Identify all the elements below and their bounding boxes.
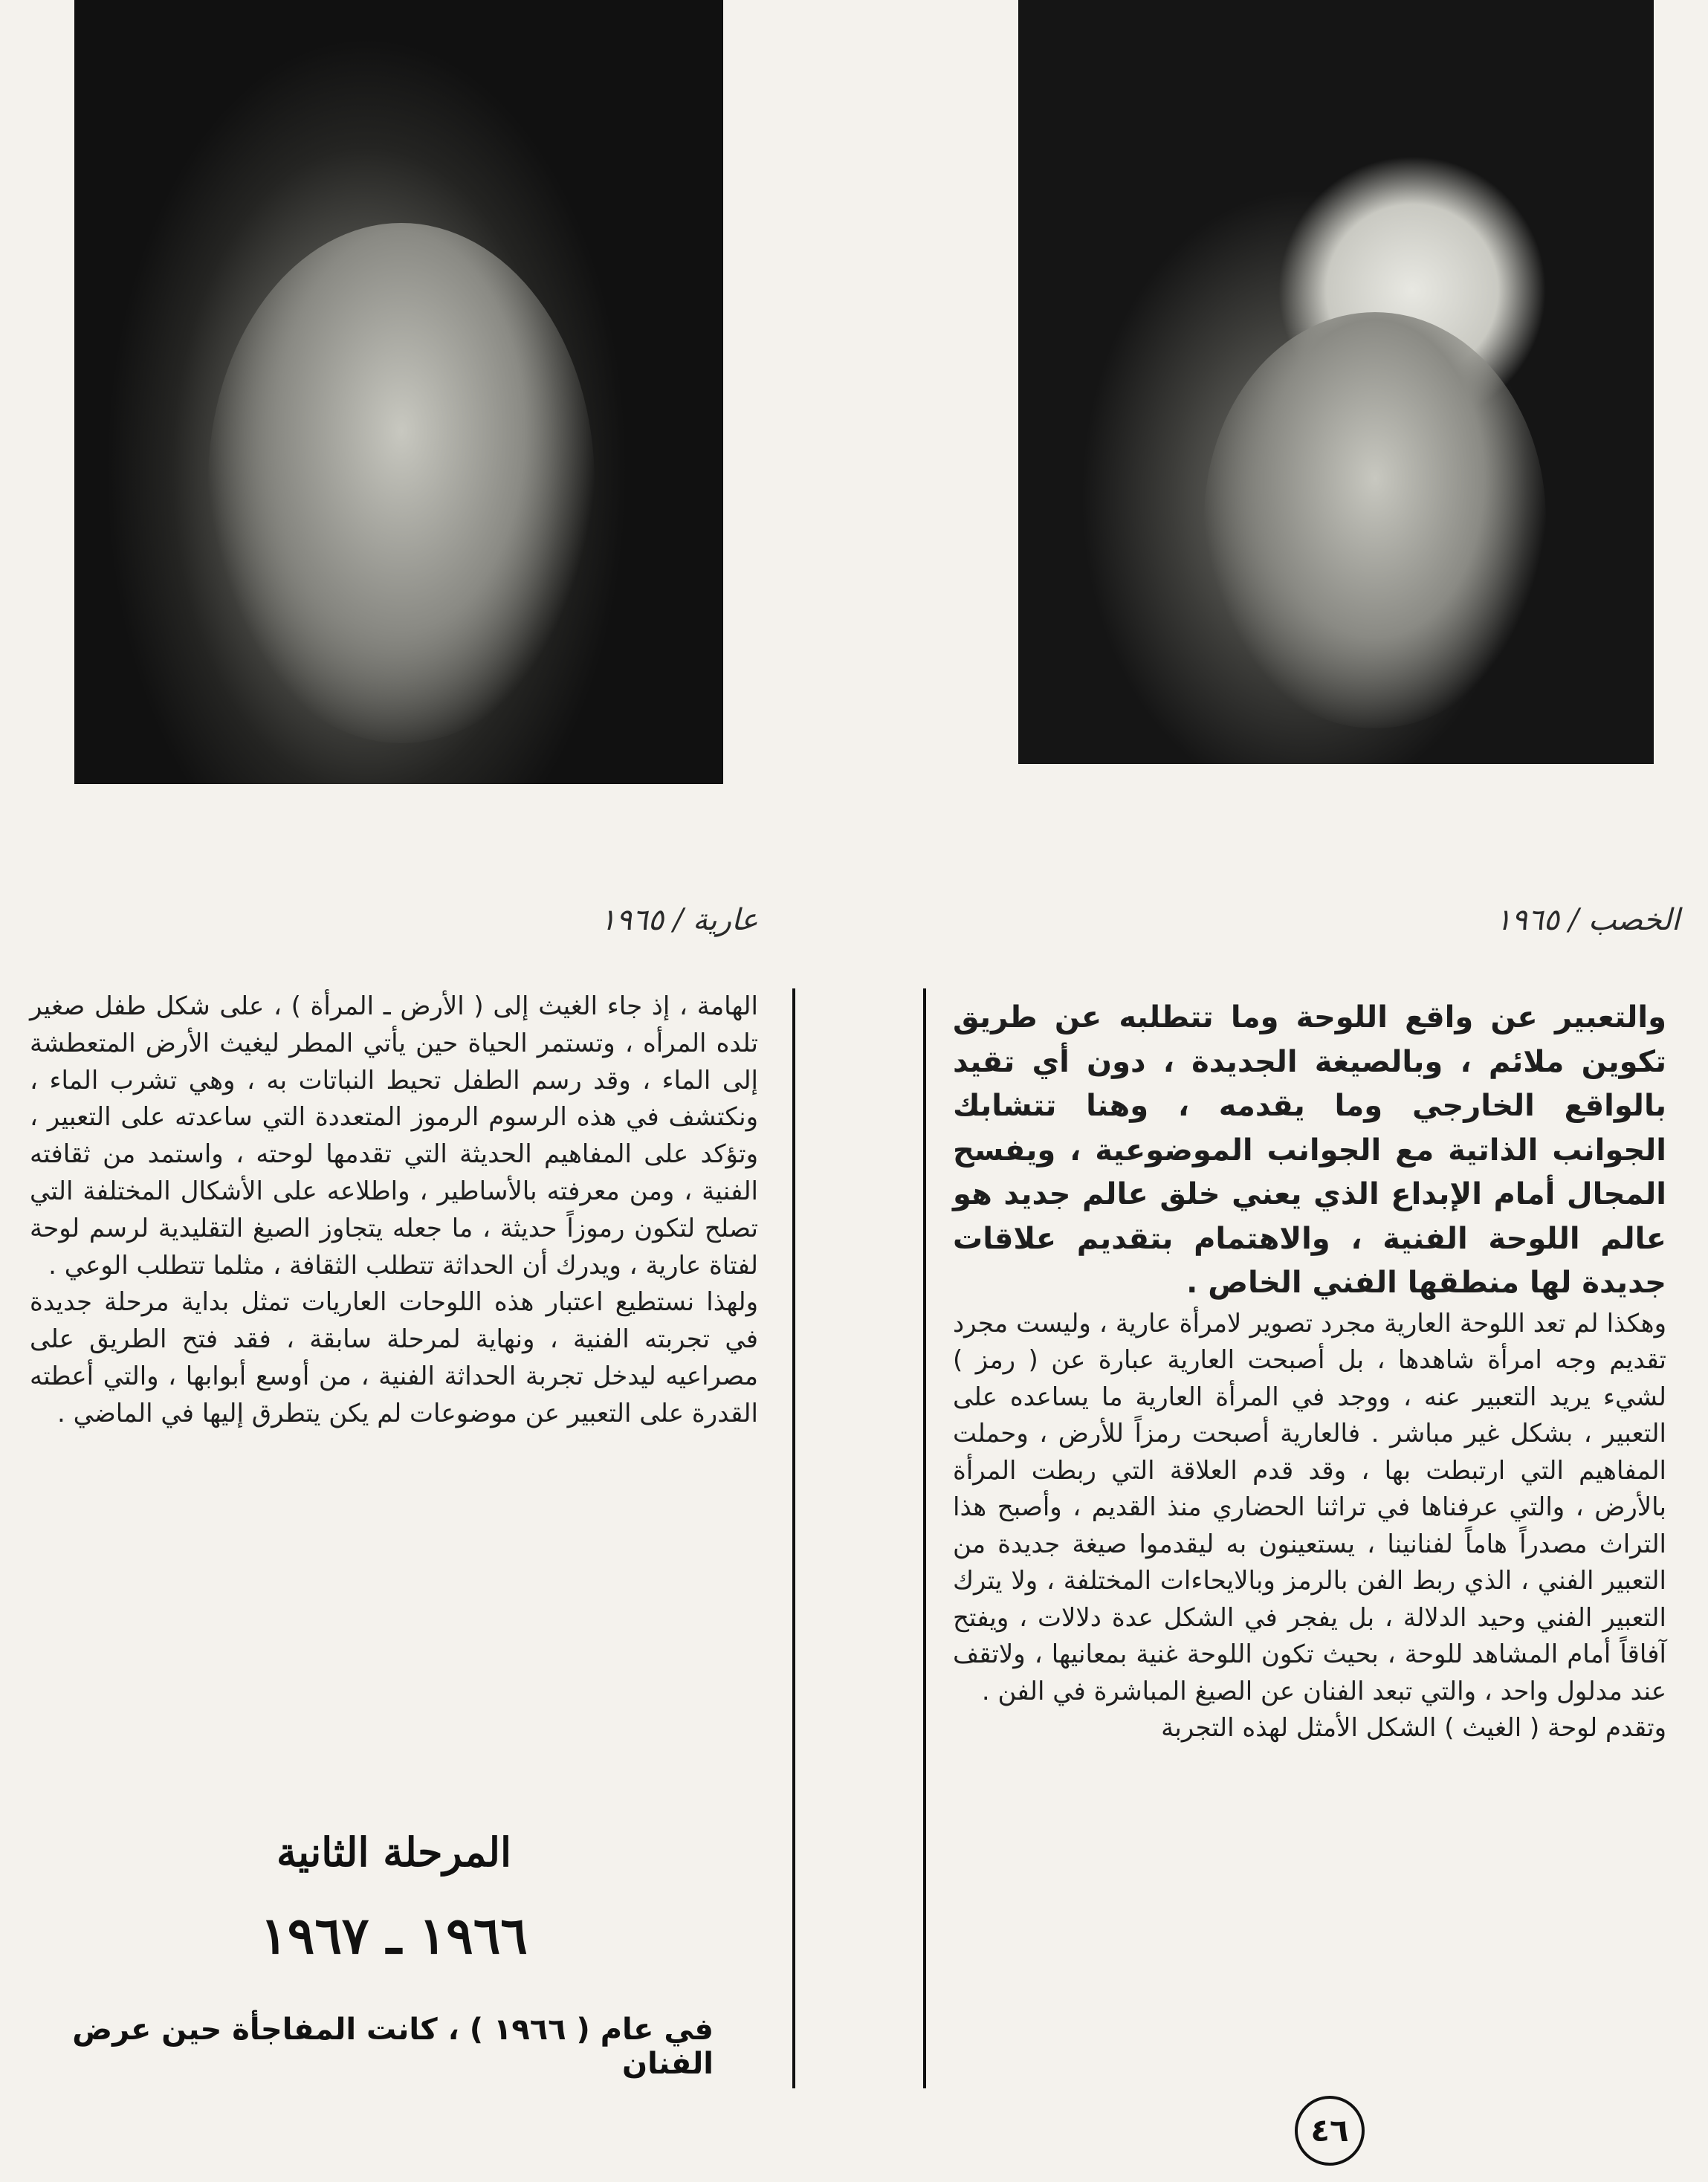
caption-left: عارية / ١٩٦٥	[600, 903, 758, 937]
figure-shape	[208, 223, 595, 743]
column-rule-right	[923, 988, 926, 2088]
body-paragraph: ولهذا نستطيع اعتبار هذه اللوحات العاريات تمثل بداية مرحلة جديدة في تجربته الفنية ، ونهاية لمرحلة سابقة ، فقد فتح الطريق على مصراعيه ليدخل تجربة الحداثة الفنية ، من أوسع أبوابها ، والتي أعطته القدرة على التعبير عن موضوعات لم يكن يتطرق إليها في الماضي .	[30, 1287, 758, 1428]
caption-right: الخصب / ١٩٦٥	[1495, 903, 1680, 937]
painting-photo-fertility	[1018, 0, 1654, 764]
body-paragraph: وهكذا لم تعد اللوحة العارية مجرد تصوير لامرأة عارية ، وليست مجرد تقديم وجه امرأة شاهدها ، بل أصبحت العارية عبارة عن ( رمز ) لشيء يريد التعبير عنه ، ووجد في المرأة العارية ما يساعده على التعبير ، بشكل غير مباشر . فالعارية أصبحت رمزاً للأرض ، وحملت المفاهيم التي ارتبطت بها ، وقد قدم العلاقة التي ربطت المرأة بالأرض ، والتي عرفناها في تراثنا الحضاري منذ القديم ، وأصبح هذا التراث مصدراً هاماً لفنانينا ، يستعينون به ليقدموا صيغة جديدة من التعبير الفني ، الذي ربط الفن بالرمز وبالايحاءات المختلفة ، ولا يترك التعبير الفني وحيد الدلالة ، بل يفجر في الشكل عدة دلالات ، ويفتح آفاقاً أمام المشاهد للوحة ، بحيث تكون اللوحة غنية بمعانيها ، ولاتقف عند مدلول واحد ، والتي تبعد الفنان عن الصيغ المباشرة في الفن .	[953, 1308, 1666, 1706]
page-number: ٤٦	[1295, 2096, 1365, 2166]
section-opening-line: في عام ( ١٩٦٦ ) ، كانت المفاجأة حين عرض الفنان	[72, 2013, 714, 2081]
body-paragraph: وتقدم لوحة ( الغيث ) الشكل الأمثل لهذه التجربة	[1161, 1713, 1666, 1743]
bold-paragraph: والتعبير عن واقع اللوحة وما تتطلبه عن طريق تكوين ملائم ، وبالصيغة الجديدة ، دون أي تقيد بالواقع الخارجي وما يقدمه ، وهنا تتشابك الجوانب الذاتية مع الجوانب الموضوعية ، ويفسح المجال أمام الإبداع الذي يعني خلق عالم جديد هو عالم اللوحة الفنية ، والاهتمام بتقديم علاقات جديدة لها منطقها الفني الخاص .	[953, 1000, 1666, 1300]
figure-shape	[1204, 312, 1546, 728]
body-paragraph: الهامة ، إذ جاء الغيث إلى ( الأرض ـ المرأة ) ، على شكل طفل صغير تلده المرأه ، وتستمر الحياة حين يأتي المطر ليغيث الأرض المتعطشة إلى الماء ، وقد رسم الطفل تحيط النباتات به ، وهي تشرب الماء ، ونكتشف في هذه الرسوم الرموز المتعددة التي ساعدته على التعبير ، وتؤكد على المفاهيم الحديثة التي تقدمها لوحته ، واستمد من ثقافته الفنية ، ومن معرفته بالأساطير ، واطلاعه على الأشكال المختلفة التي تصلح لتكون رموزاً حديثة ، ما جعله يتجاوز الصيغ التقليدية لرسم لوحة لفتاة عارية ، ويدرك أن الحداثة تتطلب الثقافة ، مثلما تتطلب الوعي .	[30, 991, 758, 1281]
left-text-column	[30, 988, 758, 1433]
section-years: ١٩٦٦ ـ ١٩٦٧	[260, 1906, 528, 1966]
right-text-column	[953, 996, 1666, 1747]
painting-photo-nude	[74, 0, 723, 784]
section-heading: المرحلة الثانية	[276, 1828, 511, 1876]
column-rule-middle	[792, 988, 795, 2088]
